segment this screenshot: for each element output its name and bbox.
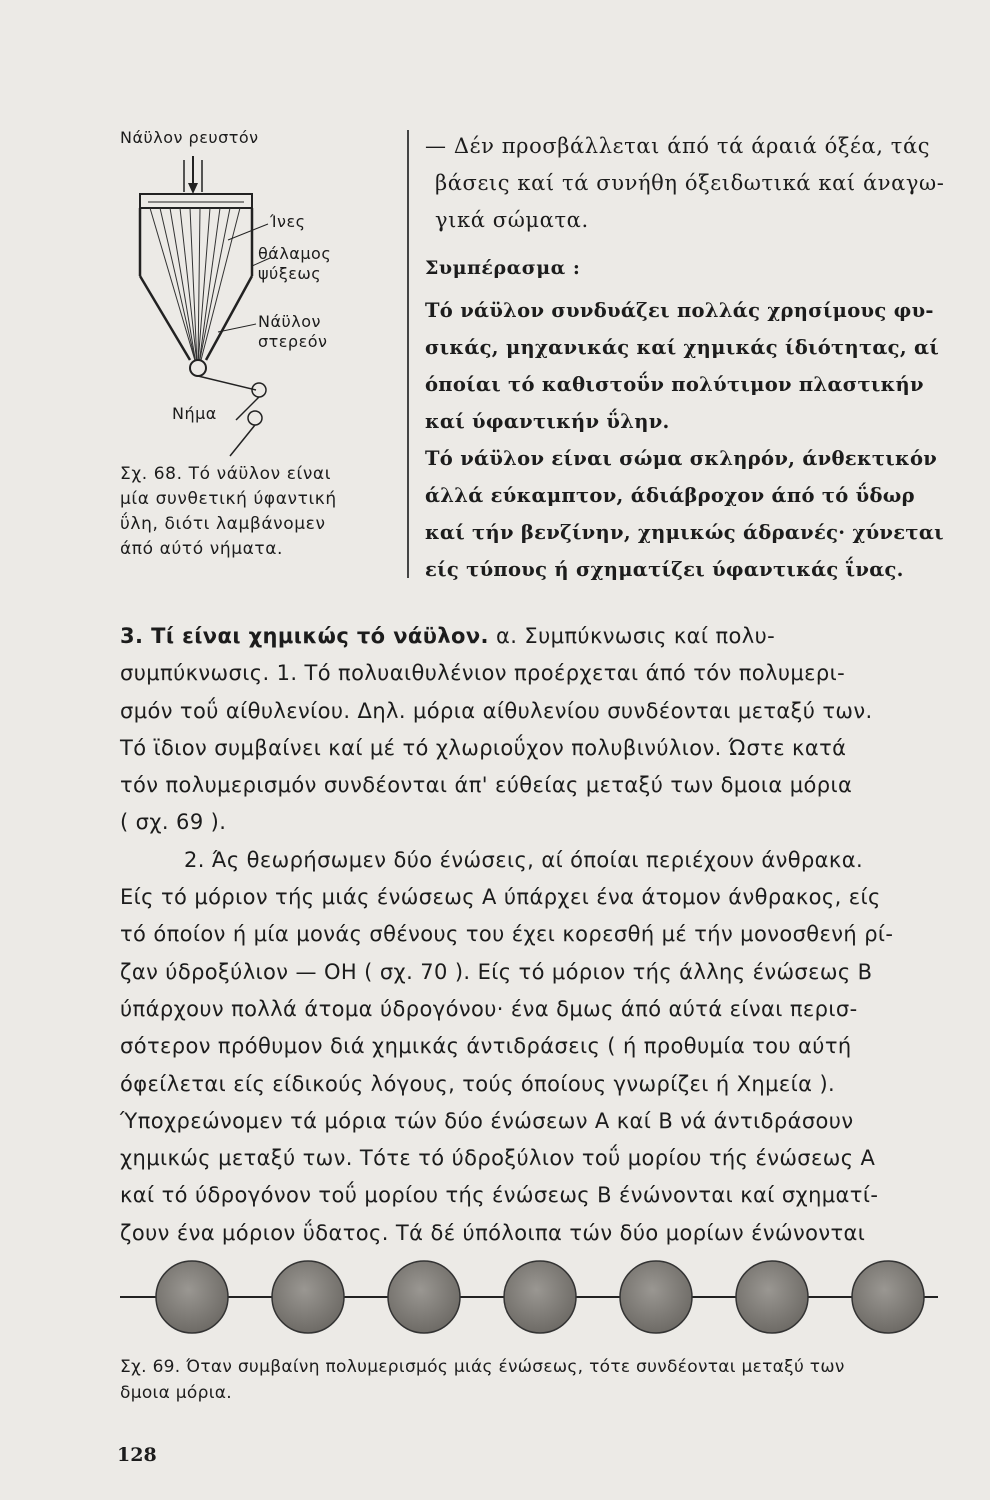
section-heading: 3. Τί είναι χημικώς τό νάϋλον. xyxy=(120,624,489,648)
caption-line: δμοια μόρια. xyxy=(120,1383,232,1403)
caption-line: Σχ. 68. Τό νάϋλον είναι xyxy=(120,464,332,484)
caption-line: μία συνθετική ύφαντική xyxy=(120,489,337,509)
text-line: ( σχ. 69 ). xyxy=(120,810,227,835)
text-line: καί ύφαντικήν ΰλην. xyxy=(425,410,670,433)
text-line: 2. Άς θεωρήσωμεν δύο ένώσεις, αί όποίαι περιέχουν άνθρακα. xyxy=(184,847,864,872)
molecule xyxy=(388,1261,460,1333)
text-line: καί τό ύδρογόνον τοΰ μορίου τής ένώσεως Β ένώνονται καί σχηματί- xyxy=(120,1183,879,1208)
text-line: ζουν ένα μόριον ΰδατος. Τά δέ ύπόλοιπα τών δύο μορίων ένώνονται xyxy=(120,1220,866,1245)
label-solid-nylon-2: στερεόν xyxy=(258,332,328,351)
text-line: ύπάρχουν πολλά άτομα ύδρογόνου· ένα δμως άπό αύτά είναι περισ- xyxy=(120,996,858,1021)
caption-line: άπό αύτό νήματα. xyxy=(120,539,284,559)
text-line: χημικώς μεταξύ των. Τότε τό ύδροξύλιον τοΰ μορίου τής ένώσεως Α xyxy=(120,1146,876,1171)
conclusion-title: Συμπέρασμα : xyxy=(425,257,581,279)
text-line: άλλά εύκαμπτον, άδιάβροχον άπό τό ΰδωρ xyxy=(425,484,915,507)
molecule xyxy=(736,1261,808,1333)
text-line: σμόν τοΰ αίθυλενίου. Δηλ. μόρια αίθυλενίου συνδέονται μεταξύ των. xyxy=(120,698,873,723)
figure-68 xyxy=(118,128,398,458)
text-line: γικά σώματα. xyxy=(435,208,589,232)
text-line: όφείλεται είς είδικούς λόγους, τούς όποίους γνωρίζει ή Χημεία ). xyxy=(120,1071,836,1096)
label-liquid-nylon: Νάϋλον ρευστόν xyxy=(120,128,259,147)
label-fibers: Ίνες xyxy=(270,212,306,231)
text-line: ζαν ύδροξύλιον — OH ( σχ. 70 ). Είς τό μόριον τής άλλης ένώσεως Β xyxy=(120,959,873,984)
label-solid-nylon-1: Νάϋλον xyxy=(258,312,321,331)
figure-69 xyxy=(120,1252,950,1342)
figure-68-caption xyxy=(120,462,385,562)
molecule xyxy=(156,1261,228,1333)
column-divider xyxy=(407,130,409,578)
nylon-spinning-diagram xyxy=(118,128,398,458)
page-number: 128 xyxy=(117,1444,157,1466)
molecule xyxy=(852,1261,924,1333)
molecule xyxy=(504,1261,576,1333)
text-line: Τό νάϋλον είναι σώμα σκληρόν, άνθεκτικόν xyxy=(425,447,938,470)
text-line: όποίαι τό καθιστοΰν πολύτιμον πλαστικήν xyxy=(425,373,924,396)
text-line: σικάς, μηχανικάς καί χημικάς ίδιότητας, αί xyxy=(425,336,940,359)
text-line: καί τήν βενζίνην, χημικώς άδρανές· χύνεται xyxy=(425,521,944,544)
text-line: είς τύπους ή σχηματίζει ύφαντικάς ΐνας. xyxy=(425,558,904,581)
section-heading-line xyxy=(120,618,980,655)
conclusion-text xyxy=(425,292,965,588)
section-heading-rest: α. Συμπύκνωσις καί πολυ- xyxy=(488,624,776,648)
molecule xyxy=(272,1261,344,1333)
text-line: συμπύκνωσις. 1. Τό πολυαιθυλένιον προέρχεται άπό τόν πολυμερι- xyxy=(120,661,846,686)
properties-text xyxy=(425,128,965,239)
label-chamber-1: θάλαμος xyxy=(258,244,332,263)
text-line: — Δέν προσβάλλεται άπό τά άραιά όξέα, τάς xyxy=(425,134,931,158)
text-line: Ύποχρεώνομεν τά μόρια τών δύο ένώσεων Α καί Β νά άντιδράσουν xyxy=(120,1108,854,1133)
text-line: Τό νάϋλον συνδυάζει πολλάς χρησίμους φυ- xyxy=(425,299,934,322)
molecule xyxy=(620,1261,692,1333)
caption-line: Σχ. 69. Όταν συμβαίνη πολυμερισμός μιάς ένώσεως, τότε συνδέονται μεταξύ των xyxy=(120,1357,845,1377)
text-line: Τό ϊδιον συμβαίνει καί μέ τό χλωριοΰχον πολυβινύλιον. Ώστε κατά xyxy=(120,735,847,760)
figure-69-caption xyxy=(120,1354,970,1406)
label-chamber-2: ψύξεως xyxy=(258,264,322,283)
label-yarn: Νήμα xyxy=(172,404,217,423)
text-line: βάσεις καί τά συνήθη όξειδωτικά καί άναγω- xyxy=(435,171,945,195)
caption-line: ΰλη, διότι λαμβάνομεν xyxy=(120,514,326,534)
section-3-body xyxy=(120,618,980,1252)
text-line: Είς τό μόριον τής μιάς ένώσεως Α ύπάρχει ένα άτομον άνθρακος, είς xyxy=(120,885,881,910)
text-line: τό όποίον ή μία μονάς σθένους του έχει κορεσθή μέ τήν μονοσθενή ρί- xyxy=(120,922,894,947)
text-line: τόν πολυμερισμόν συνδέονται άπ' εύθείας μεταξύ των δμοια μόρια xyxy=(120,773,853,798)
polymer-chain-diagram xyxy=(120,1252,950,1342)
text-line: σότερον πρόθυμον διά χημικάς άντιδράσεις ( ή προθυμία του αύτή xyxy=(120,1034,852,1059)
